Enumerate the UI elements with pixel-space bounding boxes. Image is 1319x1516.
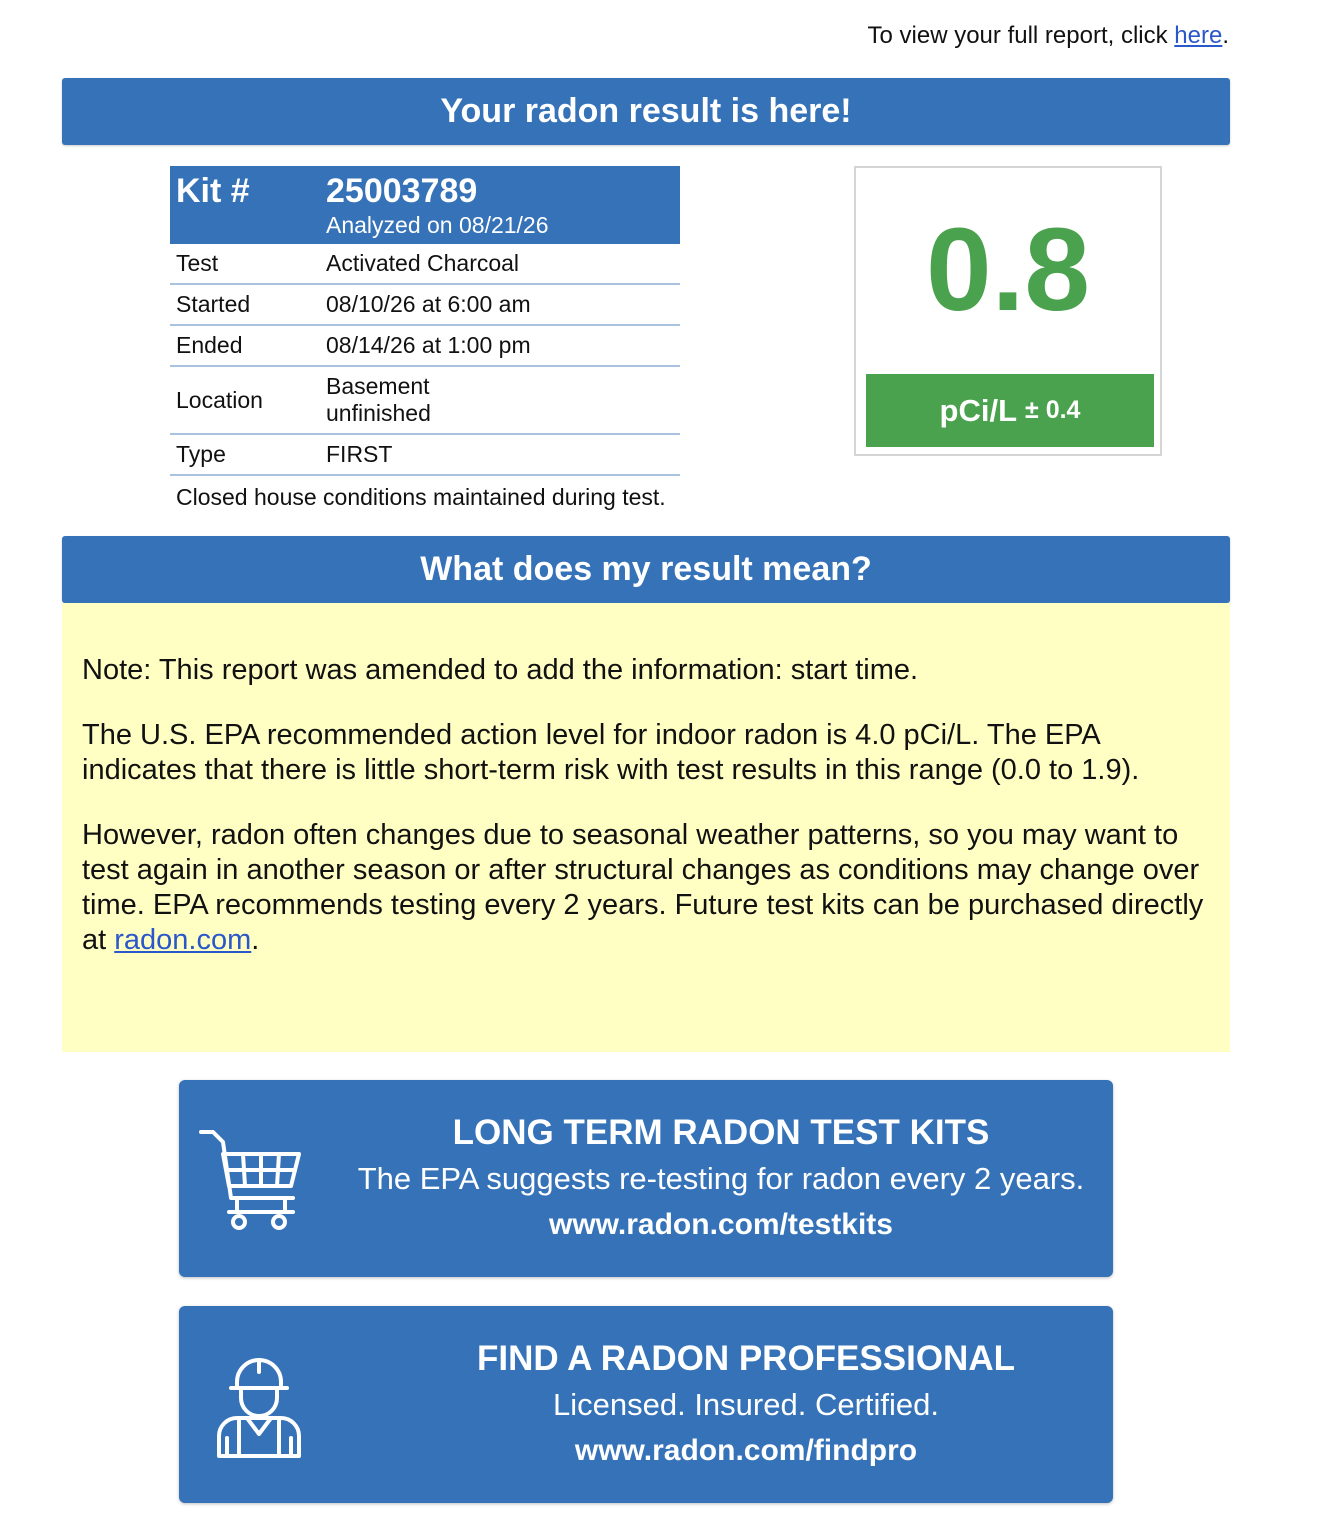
location-line-2: unfinished [326,400,431,426]
row-key: Ended [176,332,243,358]
location-line-1: Basement [326,373,430,399]
row-value [326,373,680,427]
result-unit: pCi/L [939,392,1018,428]
test-kits-url[interactable]: www.radon.com/testkits [549,1208,893,1241]
kit-header [170,166,680,244]
meaning-banner-title: What does my result mean? [420,550,872,588]
worker-hardhat-icon [199,1346,319,1466]
find-pro-card[interactable] [179,1306,1113,1503]
amendment-note: Note: This report was amended to add the information: start time. [82,654,919,686]
meaning-banner [62,536,1230,603]
table-row [170,367,680,435]
table-row [170,285,680,326]
epa-paragraph: The U.S. EPA recommended action level for indoor radon is 4.0 pCi/L. The EPA indicates that there is little short-term risk with test results in this range (0.0 to 1.9). [82,719,1140,786]
row-value: Activated Charcoal [326,250,520,276]
test-kits-subtitle: The EPA suggests re-testing for radon every 2 years. [357,1161,1085,1196]
kit-analyzed-date: Analyzed on 08/21/26 [326,212,549,238]
result-error-margin: ± 0.4 [1025,396,1081,424]
radon-result-value: 0.8 [925,204,1091,336]
find-pro-text [359,1336,1133,1474]
row-key: Type [176,441,226,467]
row-key: Location [176,386,263,413]
result-box [854,166,1162,456]
full-report-suffix: . [1222,22,1229,49]
radon-com-link[interactable]: radon.com [114,924,252,956]
row-value: 08/14/26 at 1:00 pm [326,332,531,358]
table-row [170,326,680,367]
result-banner [62,78,1230,145]
test-kits-title: LONG TERM RADON TEST KITS [452,1113,990,1152]
result-banner-title: Your radon result is here! [440,92,852,130]
test-conditions-note: Closed house conditions maintained during test. [176,484,666,510]
full-report-link[interactable]: here [1174,22,1223,49]
find-pro-title: FIND A RADON PROFESSIONAL [477,1339,1015,1378]
seasonal-text: However, radon often changes due to seasonal weather patterns, so you may want to test again in another season or after structural changes as conditions may change over time. EPA recommends testing every 2 years. Future test kits can be purchased directly at [82,819,1204,956]
row-value: 08/10/26 at 6:00 am [326,291,531,317]
row-key: Test [176,250,219,276]
full-report-line [868,22,1229,50]
shopping-cart-icon [199,1120,319,1240]
seasonal-suffix: . [251,924,260,956]
kit-label: Kit # [176,172,250,210]
table-row [170,244,680,285]
meaning-panel [62,603,1230,1052]
test-kits-text [329,1110,1113,1248]
find-pro-subtitle: Licensed. Insured. Certified. [553,1387,939,1422]
row-key: Started [176,291,251,317]
find-pro-url[interactable]: www.radon.com/findpro [574,1434,918,1467]
result-unit-badge [866,374,1154,447]
test-kits-card[interactable] [179,1080,1113,1277]
full-report-prefix: To view your full report, click [867,22,1175,49]
seasonal-paragraph [82,818,1212,958]
table-row [170,435,680,476]
kit-details-table [170,166,680,511]
kit-number: 25003789 [326,172,478,210]
row-value: FIRST [326,441,393,467]
